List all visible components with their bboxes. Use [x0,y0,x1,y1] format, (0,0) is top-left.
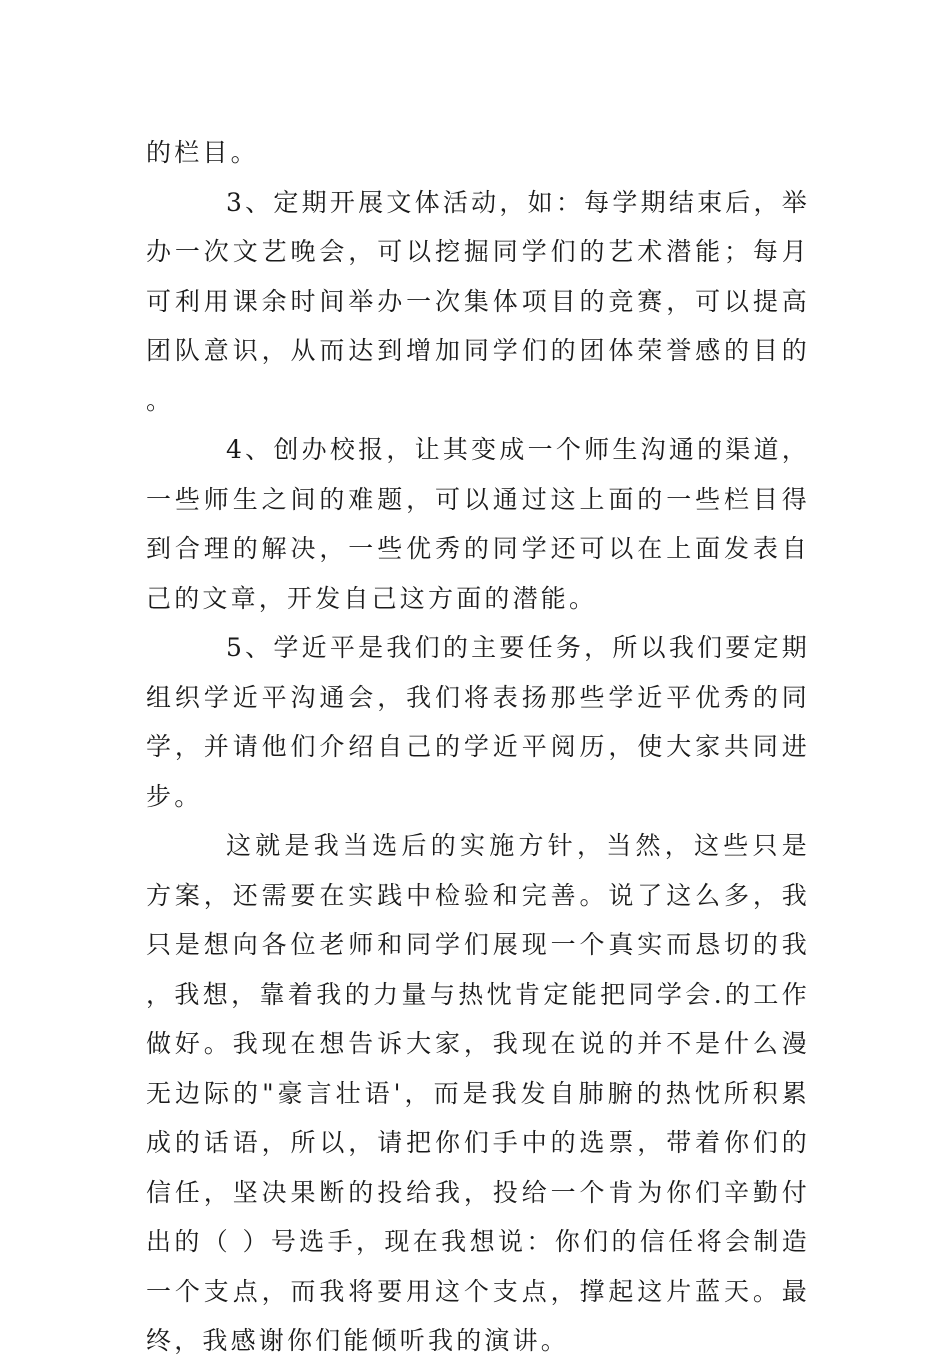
paragraph-conclusion: 这就是我当选后的实施方针，当然，这些只是方案，还需要在实践中检验和完善。说了这么多，我只是想向各位老师和同学们展现一个真实而恳切的我，我想，靠着我的力量与热忱肯定能把同学会.的工作做好。我现在想告诉大家，我现在说的并不是什么漫无边际的"豪言壮语'，而是我发自肺腑的热忱所积累成的话语，所以，请把你们手中的选票，带着你们的信任，坚决果断的投给我，投给一个肯为你们辛勤付出的（ ）号选手，现在我想说：你们的信任将会制造一个支点，而我将要用这个支点，撑起这片蓝天。最终，我感谢你们能倾听我的演讲。 [146,831,810,1355]
paragraph-item-4: 4、创办校报，让其变成一个师生沟通的渠道，一些师生之间的难题，可以通过这上面的一些栏目得到合理的解决，一些优秀的同学还可以在上面发表自己的文章，开发自己这方面的潜能。 [146,435,810,613]
paragraph-item-5: 5、学近平是我们的主要任务，所以我们要定期组织学近平沟通会，我们将表扬那些学近平优秀的同学，并请他们介绍自己的学近平阅历，使大家共同进步。 [146,633,810,811]
paragraph-continuation: 的栏目。 [146,138,259,167]
paragraph-item-3: 3、定期开展文体活动，如：每学期结束后，举办一次文艺晚会，可以挖掘同学们的艺术潜能；每月可利用课余时间举办一次集体项目的竞赛，可以提高团队意识，从而达到增加同学们的团体荣誉感的目的。 [146,187,810,415]
document-body [146,128,810,1366]
